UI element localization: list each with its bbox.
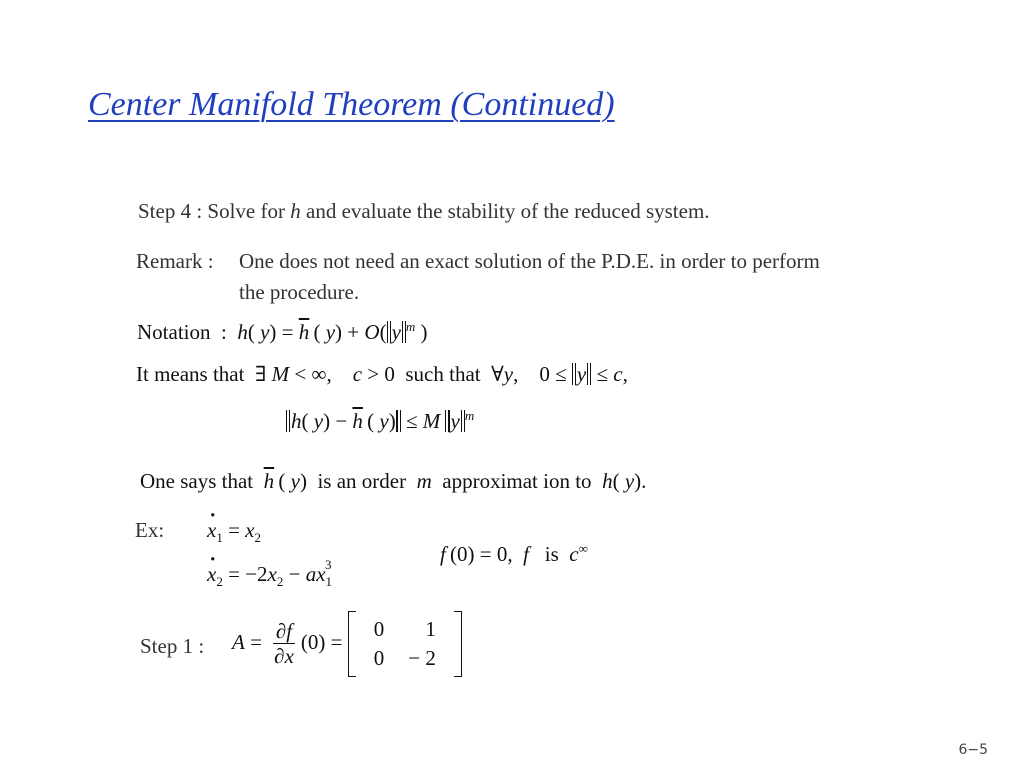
step1-label: Step 1 : xyxy=(140,634,205,658)
such-that-text: such that xyxy=(405,362,481,386)
ex-equation-2: · $x_2 = -2x_2 - ax_1^3$ xyxy=(207,561,339,590)
matrix-cell: 0 xyxy=(373,617,385,641)
step4-suffix: and evaluate the stability of the reduced system. xyxy=(300,199,710,223)
partial-derivative-fraction: $\frac{\partial f}{\partial x}$ xyxy=(274,618,294,668)
is-text: is xyxy=(544,542,559,566)
order-m: m xyxy=(416,469,432,493)
definition-line: It means that ∃ M < ∞, c > 0 such that ∀y, 0 ≤ y ≤ c, xyxy=(136,362,628,386)
step4-prefix: Step 4 : Solve for xyxy=(138,199,291,223)
ex-label: Ex: xyxy=(135,518,165,542)
matrix-cell: 0 xyxy=(373,646,385,670)
step1-equation: A = $\frac{\partial f}{\partial x}$ (0) = 0 1 0 − 2 xyxy=(232,611,462,677)
notation-label: Notation xyxy=(137,320,211,344)
slide-title: Center Manifold Theorem (Continued) xyxy=(88,86,615,123)
norm-inequality: h( $y) - \overline{h}$ ( y) ≤ M y $^m$ xyxy=(286,408,474,434)
remark-line-2: the procedure. xyxy=(239,280,360,304)
matrix-cell: − 2 xyxy=(408,646,436,670)
one-says-prefix: One says that xyxy=(140,469,254,493)
order-approximation-line: One says that $\overline{h}$ ( y) is an order m approximat ion to h( y). xyxy=(140,469,647,493)
ex-equation-1: · $x_1 = x_2$ xyxy=(207,518,261,546)
matrix-cell: 1 xyxy=(425,617,436,641)
remark-line-1: One does not need an exact solution of the P.D.E. in order to perform xyxy=(239,249,820,273)
remark-label: Remark : xyxy=(136,249,214,273)
one-says-suffix: approximat ion to xyxy=(442,469,592,493)
step4-var: h xyxy=(290,199,301,223)
step4-line xyxy=(138,199,710,224)
one-says-middle: is an order xyxy=(317,469,407,493)
page-number: 6−5 xyxy=(958,742,988,758)
f-condition: f (0) = 0, f is c∞ xyxy=(440,541,588,566)
it-means-text: It means that xyxy=(136,362,245,386)
jacobian-matrix xyxy=(348,611,462,677)
notation-equation: Notation : h( $y) = \overline{h}$ ( y) + O( y $^m$ ) xyxy=(137,319,428,344)
